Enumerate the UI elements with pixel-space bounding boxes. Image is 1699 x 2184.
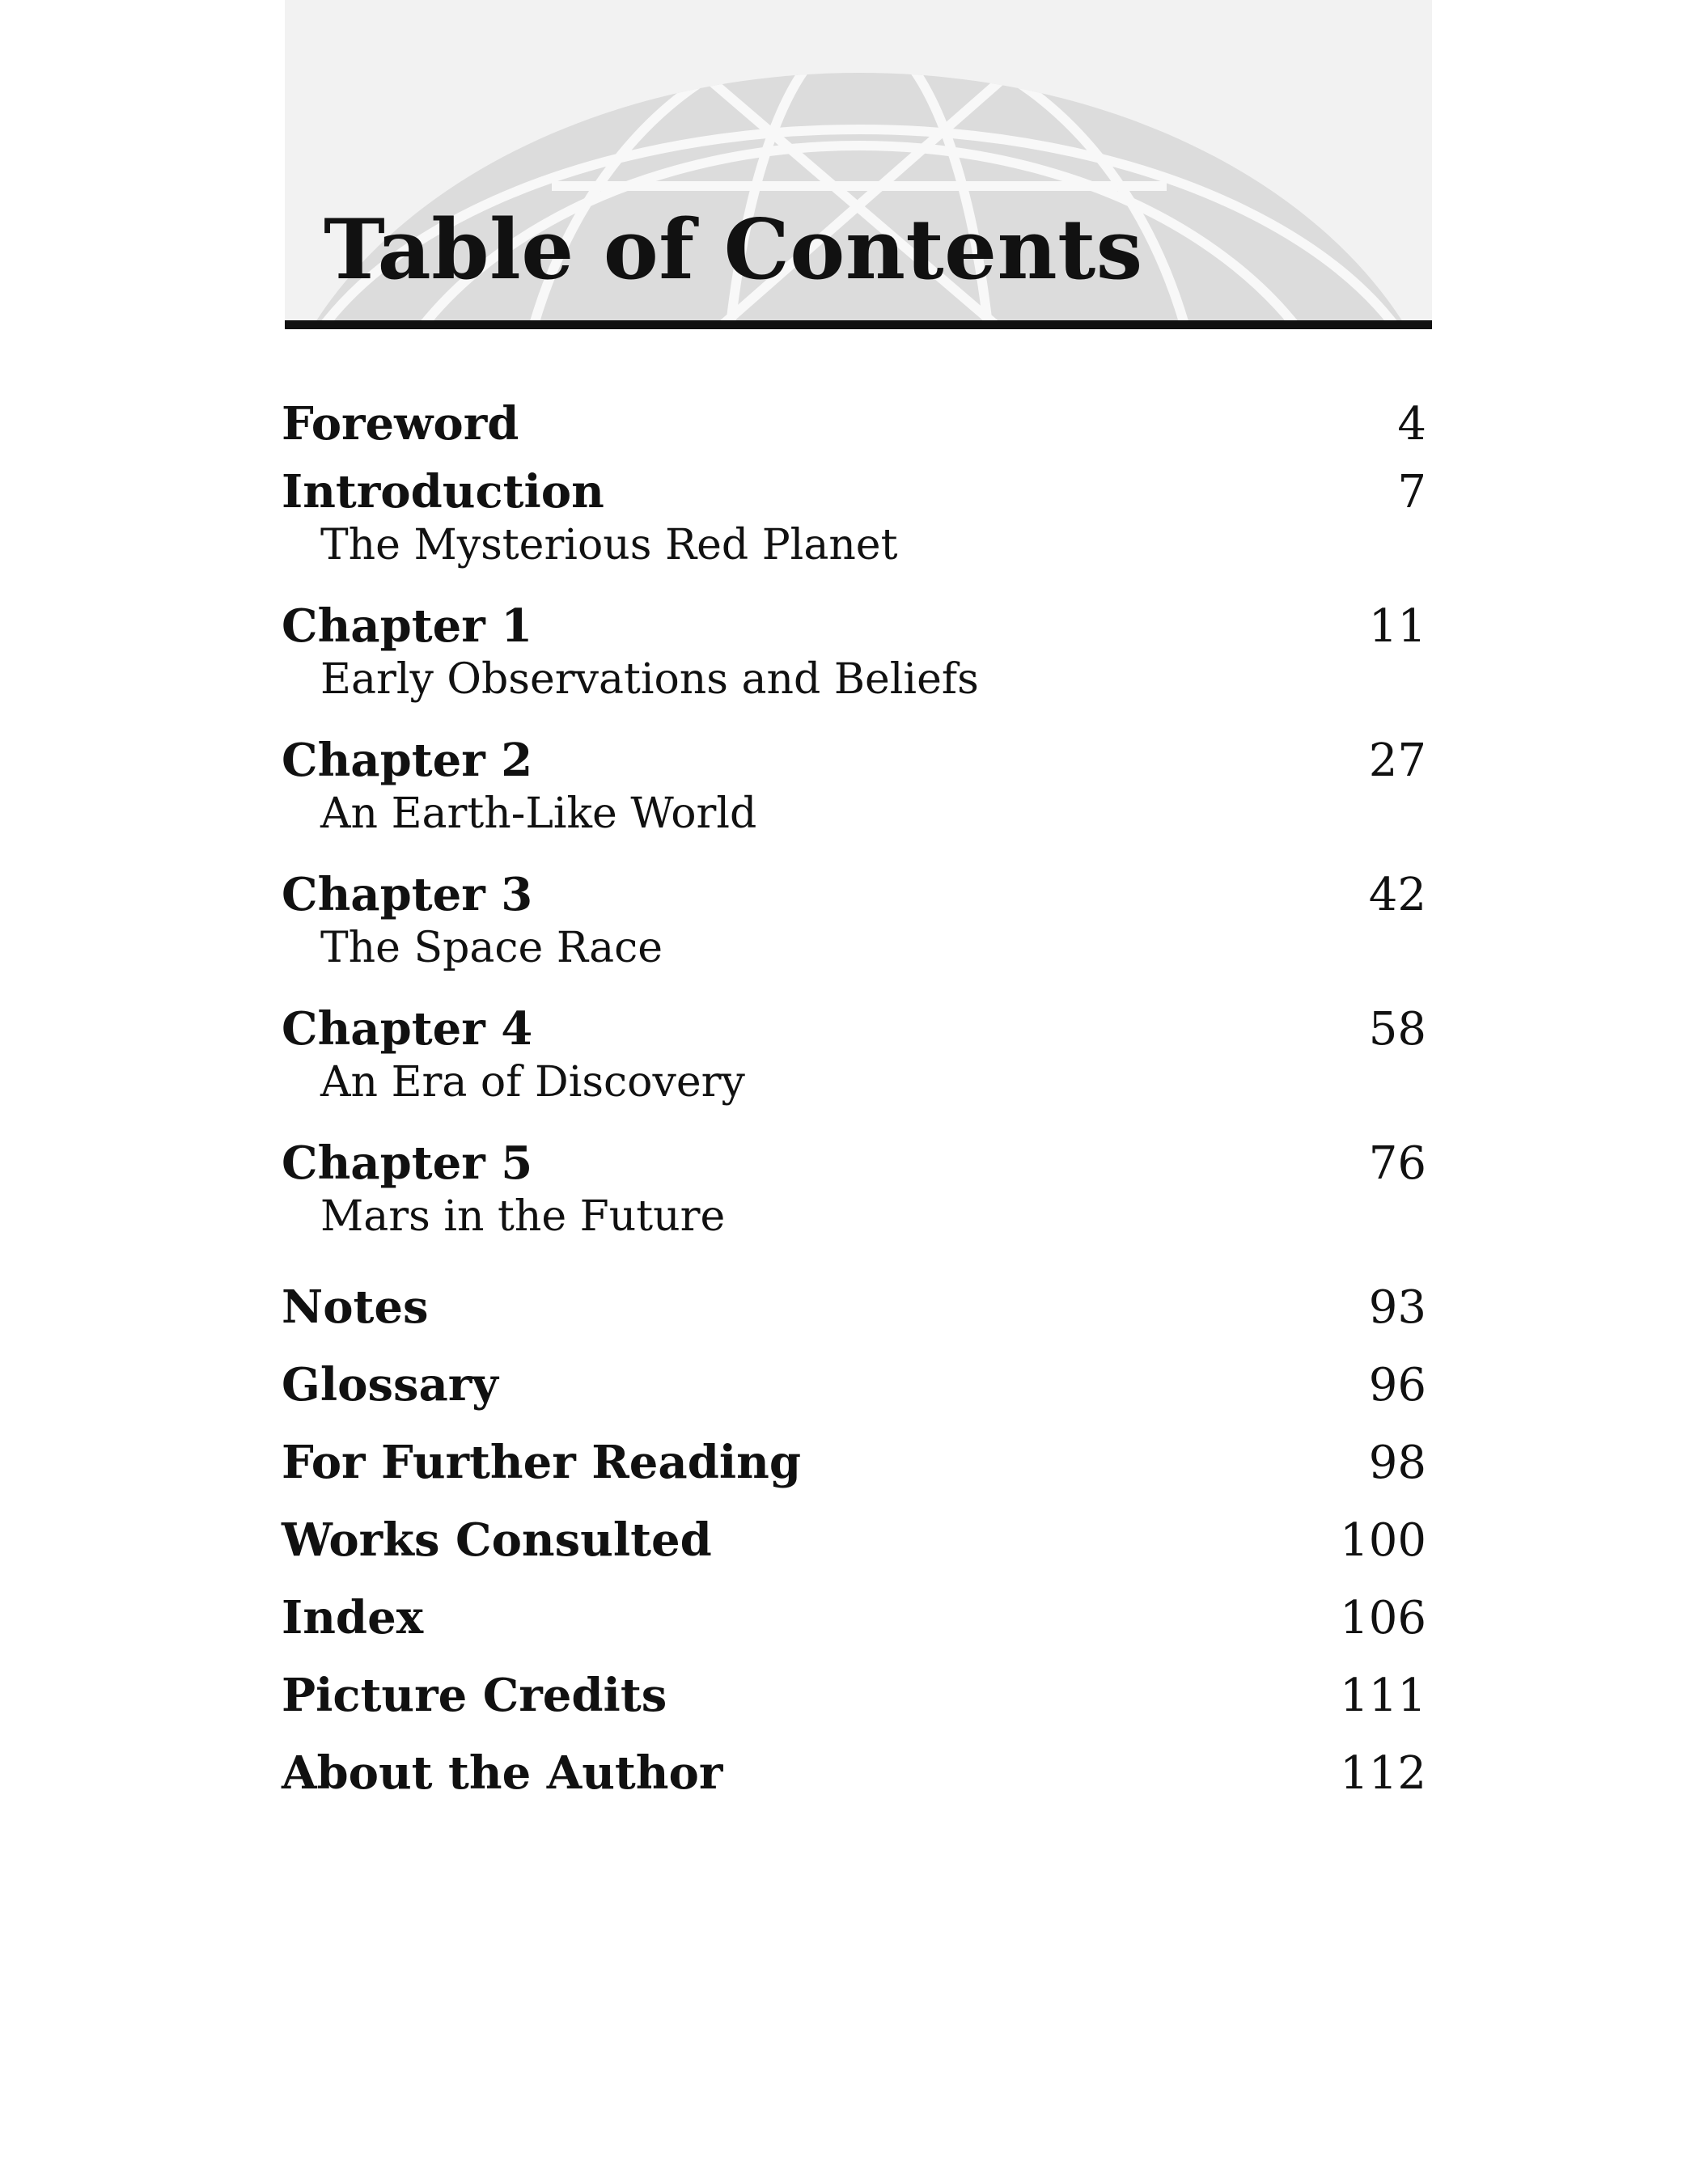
- table-of-contents: [282, 385, 1426, 1812]
- toc-entry-label: About the Author: [282, 1746, 723, 1800]
- toc-entry-row: [282, 463, 1426, 521]
- toc-entry-picture-credits[interactable]: [282, 1657, 1426, 1734]
- toc-entry-row: [282, 1134, 1426, 1192]
- toc-entry-page-number: 11: [1368, 600, 1426, 653]
- toc-entry-page-number: 111: [1340, 1670, 1426, 1722]
- toc-entry-row: [282, 731, 1426, 789]
- toc-entry-notes[interactable]: [282, 1268, 1426, 1346]
- toc-entry-page-number: 27: [1368, 734, 1426, 787]
- toc-entry-row: [282, 1501, 1426, 1579]
- toc-entry-row: [282, 385, 1426, 463]
- toc-entry-page-number: 112: [1340, 1747, 1426, 1800]
- toc-entry-label: Index: [282, 1591, 424, 1644]
- toc-entry-page-number: 58: [1368, 1003, 1426, 1056]
- toc-entry-label: Works Consulted: [282, 1513, 712, 1567]
- toc-entry-page-number: 93: [1368, 1281, 1426, 1334]
- toc-entry-label: Foreword: [282, 397, 519, 451]
- toc-entry-row: [282, 1000, 1426, 1058]
- toc-entry-label: Chapter 5: [282, 1136, 533, 1190]
- toc-entry-chapter-4[interactable]: [282, 1000, 1426, 1134]
- toc-entry-label: For Further Reading: [282, 1436, 802, 1489]
- toc-entry-introduction[interactable]: [282, 463, 1426, 597]
- page-header: [285, 0, 1432, 325]
- toc-entry-for-further-reading[interactable]: [282, 1424, 1426, 1501]
- page-title: Table of Contents: [324, 201, 1143, 298]
- toc-entry-chapter-3[interactable]: [282, 866, 1426, 1000]
- toc-entry-label: Chapter 3: [282, 868, 533, 921]
- toc-entry-row: [282, 1268, 1426, 1346]
- toc-entry-label: Chapter 2: [282, 734, 533, 787]
- toc-entry-chapter-5[interactable]: [282, 1134, 1426, 1268]
- toc-entry-works-consulted[interactable]: [282, 1501, 1426, 1579]
- toc-entry-label: Chapter 1: [282, 599, 533, 653]
- toc-entry-row: [282, 1424, 1426, 1501]
- toc-entry-subtitle: An Earth-Like World: [320, 789, 757, 838]
- toc-entry-glossary[interactable]: [282, 1346, 1426, 1424]
- toc-entry-row: [282, 1579, 1426, 1657]
- toc-entry-label: Glossary: [282, 1358, 498, 1412]
- toc-entry-page-number: 76: [1368, 1137, 1426, 1190]
- title-rule: [285, 320, 1432, 329]
- toc-entry-foreword[interactable]: [282, 385, 1426, 463]
- toc-entry-subtitle: An Era of Discovery: [320, 1058, 745, 1107]
- toc-entry-label: Introduction: [282, 465, 604, 518]
- toc-entry-row: [282, 866, 1426, 924]
- toc-entry-page-number: 4: [1397, 398, 1426, 451]
- toc-entry-subtitle: Mars in the Future: [320, 1192, 726, 1241]
- toc-entry-chapter-2[interactable]: [282, 731, 1426, 866]
- toc-entry-label: Picture Credits: [282, 1669, 667, 1722]
- toc-entry-subtitle: The Mysterious Red Planet: [320, 521, 898, 569]
- toc-entry-row: [282, 597, 1426, 655]
- toc-entry-row: [282, 1657, 1426, 1734]
- toc-entry-page-number: 96: [1368, 1359, 1426, 1412]
- toc-entry-index[interactable]: [282, 1579, 1426, 1657]
- toc-entry-page-number: 100: [1340, 1514, 1426, 1567]
- toc-entry-subtitle: The Space Race: [320, 924, 663, 972]
- toc-entry-row: [282, 1346, 1426, 1424]
- toc-entry-label: Notes: [282, 1280, 429, 1334]
- toc-entry-page-number: 7: [1397, 466, 1426, 518]
- toc-entry-label: Chapter 4: [282, 1002, 533, 1056]
- toc-entry-chapter-1[interactable]: [282, 597, 1426, 731]
- toc-entry-row: [282, 1734, 1426, 1812]
- toc-entry-page-number: 106: [1340, 1592, 1426, 1644]
- toc-entry-page-number: 98: [1368, 1437, 1426, 1489]
- toc-entry-page-number: 42: [1368, 869, 1426, 921]
- toc-entry-subtitle: Early Observations and Beliefs: [320, 655, 979, 704]
- toc-entry-about-the-author[interactable]: [282, 1734, 1426, 1812]
